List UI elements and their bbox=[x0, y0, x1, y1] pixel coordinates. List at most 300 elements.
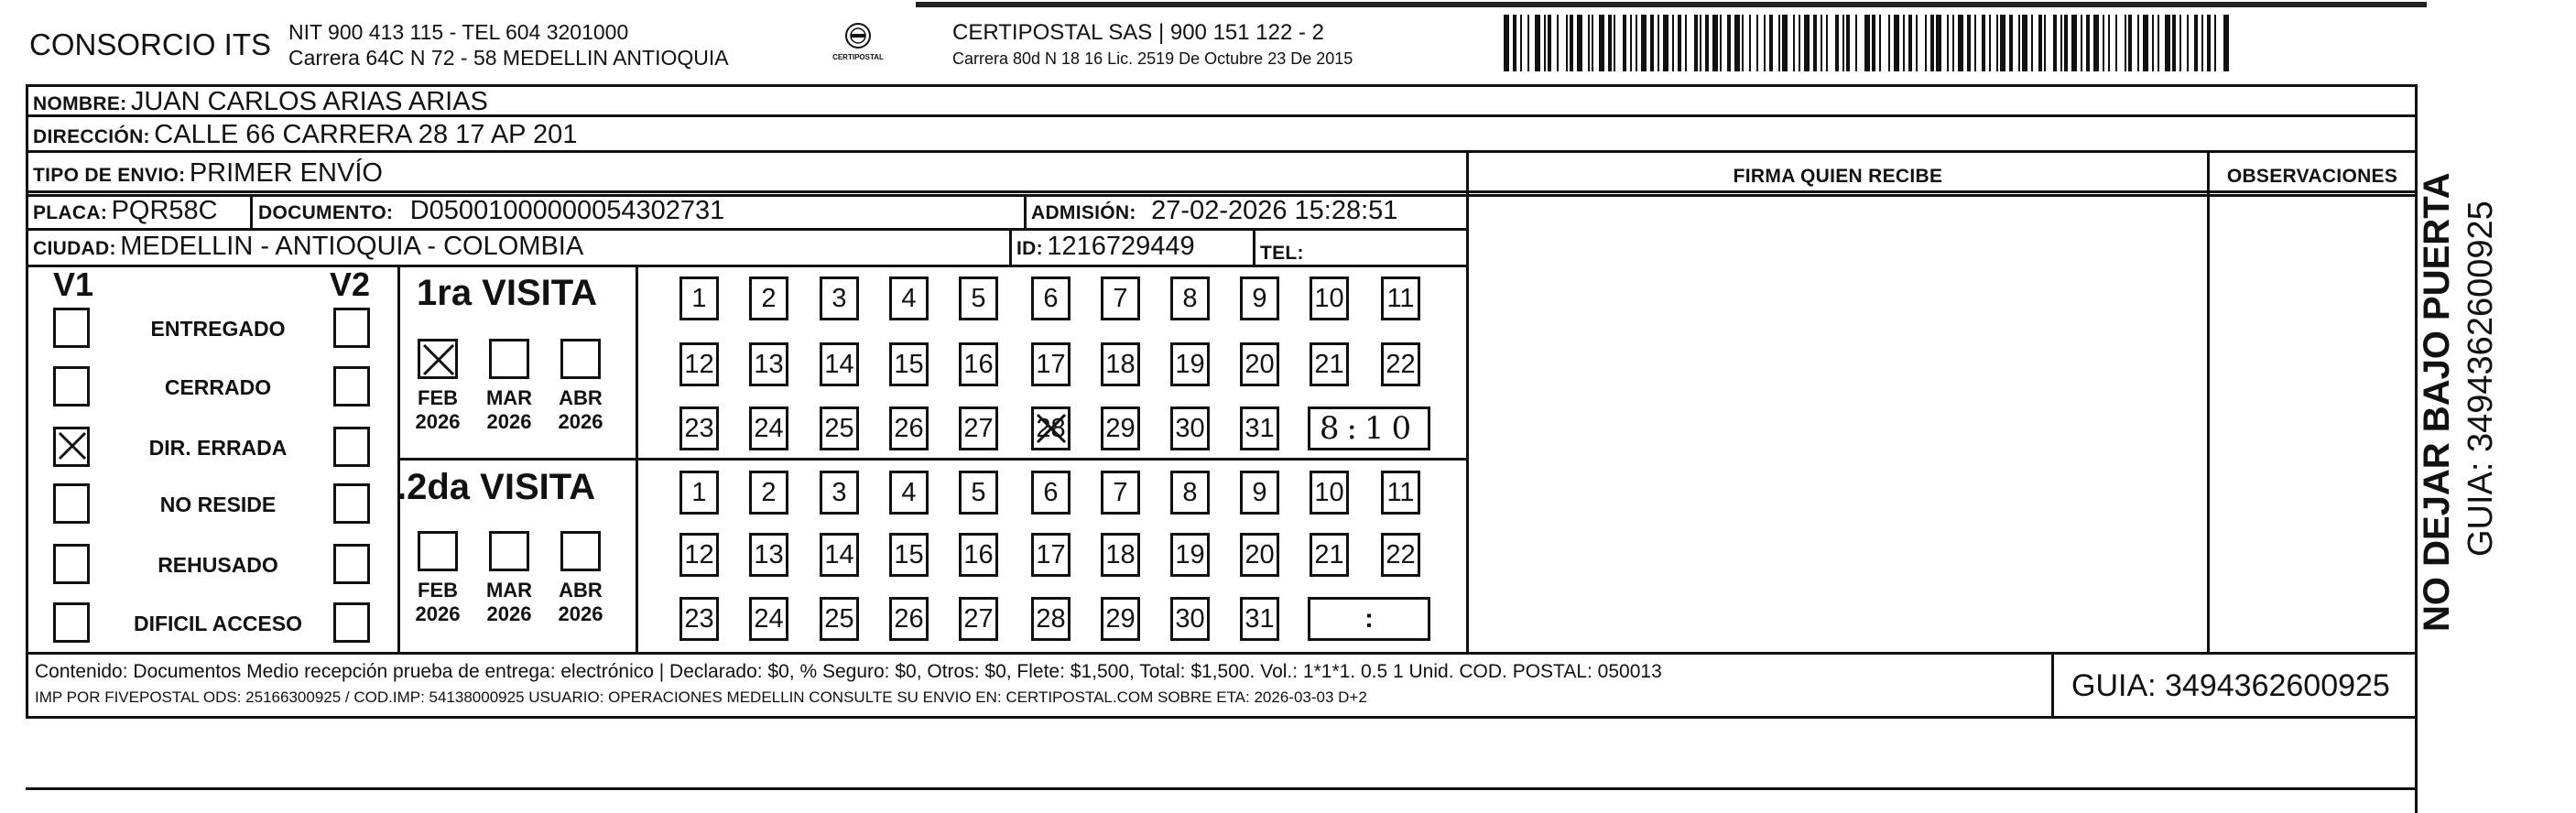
barcode-bar bbox=[1548, 15, 1551, 71]
day-box[interactable] bbox=[749, 533, 788, 577]
barcode-bar bbox=[1958, 15, 1963, 71]
day-number: 14 bbox=[824, 350, 854, 379]
barcode-bar bbox=[1894, 15, 1899, 71]
ciudad-value: MEDELLIN - ANTIOQUIA - COLOMBIA bbox=[120, 232, 584, 261]
barcode-bar bbox=[1705, 15, 1709, 71]
day-box[interactable] bbox=[1031, 471, 1071, 515]
day-number: 17 bbox=[1036, 540, 1066, 569]
documento-cell bbox=[258, 196, 724, 226]
day-box[interactable] bbox=[889, 342, 929, 386]
month-name: ABR bbox=[559, 579, 603, 602]
barcode-bar bbox=[1504, 15, 1509, 71]
day-box[interactable] bbox=[679, 471, 719, 515]
tipo-label: TIPO DE ENVIO: bbox=[33, 165, 186, 186]
v1-checkbox[interactable] bbox=[53, 308, 90, 348]
barcode-bar bbox=[2018, 15, 2020, 71]
day-number: 26 bbox=[894, 414, 924, 443]
day-box[interactable] bbox=[749, 471, 788, 515]
barcode-bar bbox=[1835, 15, 1839, 71]
day-box[interactable] bbox=[1240, 471, 1279, 515]
day-number: 31 bbox=[1245, 604, 1275, 634]
day-number: 16 bbox=[963, 540, 994, 569]
day-number: 13 bbox=[754, 540, 784, 569]
first-visit-title: 1ra VISITA bbox=[417, 273, 598, 313]
v1-header: V1 bbox=[53, 266, 94, 303]
month-year: 2026 bbox=[415, 602, 461, 625]
month-label bbox=[410, 579, 465, 626]
barcode-bar bbox=[1678, 15, 1681, 71]
day-box[interactable] bbox=[820, 342, 859, 386]
id-cell bbox=[1016, 232, 1195, 262]
day-box[interactable] bbox=[959, 471, 998, 515]
nombre-row bbox=[33, 87, 488, 117]
barcode-bar bbox=[2115, 15, 2117, 71]
barcode-bar bbox=[1916, 15, 1918, 71]
day-box[interactable] bbox=[1240, 406, 1279, 450]
firma-divider bbox=[1466, 150, 1469, 652]
v2-checkbox[interactable] bbox=[333, 427, 370, 467]
barcode-bar bbox=[2143, 15, 2148, 71]
barcode-bar bbox=[2201, 15, 2203, 71]
barcode-bar bbox=[1663, 15, 1668, 71]
month-checkbox[interactable] bbox=[418, 531, 458, 571]
barcode-bar bbox=[1888, 15, 1890, 71]
day-box[interactable] bbox=[1170, 597, 1210, 641]
day-number: 9 bbox=[1252, 284, 1267, 313]
barcode-bar bbox=[2060, 15, 2062, 71]
day-box[interactable] bbox=[679, 342, 719, 386]
day-box[interactable] bbox=[679, 597, 719, 641]
second-visit-time-box[interactable] bbox=[1308, 597, 1430, 641]
day-box[interactable] bbox=[1240, 342, 1279, 386]
barcode-bar bbox=[1989, 15, 1991, 71]
day-box[interactable] bbox=[1170, 406, 1210, 450]
nombre-value: JUAN CARLOS ARIAS ARIAS bbox=[130, 87, 488, 116]
x-mark-icon bbox=[422, 343, 455, 376]
day-box[interactable] bbox=[1310, 533, 1349, 577]
day-number: 3 bbox=[831, 478, 847, 507]
day-number: 22 bbox=[1386, 350, 1416, 379]
visit-time-value: 8:10 bbox=[1319, 410, 1419, 447]
day-number: 7 bbox=[1113, 478, 1128, 507]
day-number: 12 bbox=[684, 350, 714, 379]
barcode-bar bbox=[1623, 15, 1626, 71]
barcode-bar bbox=[1742, 15, 1744, 71]
contenido-text: Contenido: Documentos Medio recepción prueba de entrega: electrónico | Declarado: $0, % Seguro: $0, Otros: $0, Flete: $1,500, Total: $1,500. Vol.: 1*1*1. 0.5 1 Unid. COD. POSTAL: 050013 bbox=[35, 661, 1662, 682]
day-number: 12 bbox=[684, 540, 714, 569]
day-box[interactable] bbox=[889, 471, 929, 515]
day-number: 15 bbox=[894, 350, 924, 379]
barcode-bar bbox=[2108, 15, 2110, 71]
day-number: 5 bbox=[971, 478, 986, 507]
documento-value: D05001000000054302731 bbox=[409, 196, 725, 225]
day-box[interactable] bbox=[820, 276, 859, 320]
month-checkbox[interactable] bbox=[560, 339, 601, 379]
day-number: 25 bbox=[824, 604, 854, 634]
tipo-value: PRIMER ENVÍO bbox=[189, 158, 383, 188]
day-box[interactable] bbox=[1031, 533, 1071, 577]
barcode-bar bbox=[1982, 15, 1985, 71]
day-number: 20 bbox=[1245, 540, 1275, 569]
barcode-bar bbox=[1821, 15, 1822, 71]
barcode-bar bbox=[1996, 15, 1998, 71]
status-option-label: NO RESIDE bbox=[159, 493, 277, 516]
barcode-bar bbox=[1650, 15, 1654, 71]
day-box[interactable] bbox=[1381, 471, 1420, 515]
barcode-bar bbox=[1544, 15, 1546, 71]
barcode-bar bbox=[1879, 15, 1881, 71]
day-number: 19 bbox=[1175, 350, 1205, 379]
day-box[interactable] bbox=[959, 533, 998, 577]
day-box[interactable] bbox=[749, 342, 788, 386]
id-label: ID: bbox=[1016, 238, 1043, 259]
barcode-bar bbox=[1535, 15, 1540, 71]
v1-checkbox[interactable] bbox=[53, 427, 90, 467]
day-number: 10 bbox=[1314, 284, 1344, 313]
barcode-bar bbox=[2137, 15, 2139, 71]
barcode-bar bbox=[2179, 15, 2181, 71]
month-name: MAR bbox=[485, 386, 533, 409]
day-number: 23 bbox=[684, 604, 714, 634]
barcode-bar bbox=[1685, 15, 1687, 71]
barcode-bar bbox=[1614, 15, 1615, 71]
barcode-bar bbox=[1813, 15, 1817, 71]
ciudad-cell bbox=[33, 232, 583, 262]
day-box[interactable] bbox=[820, 471, 859, 515]
barcode-bar bbox=[1793, 15, 1795, 71]
day-box[interactable] bbox=[1381, 533, 1420, 577]
row-line-3 bbox=[26, 190, 2418, 193]
day-box[interactable] bbox=[889, 533, 929, 577]
day-number: 18 bbox=[1105, 350, 1136, 379]
day-number: 17 bbox=[1036, 350, 1066, 379]
day-number: 18 bbox=[1105, 540, 1136, 569]
day-box[interactable] bbox=[1381, 276, 1420, 320]
day-number: 11 bbox=[1386, 284, 1415, 313]
day-box[interactable] bbox=[679, 276, 719, 320]
day-box[interactable] bbox=[1031, 276, 1071, 320]
barcode-bar bbox=[1925, 15, 1927, 71]
barcode-bar bbox=[2158, 15, 2159, 71]
day-number: 27 bbox=[963, 414, 994, 443]
v2-checkbox[interactable] bbox=[333, 602, 370, 643]
barcode-bar bbox=[2086, 15, 2090, 71]
barcode-bar bbox=[2152, 15, 2154, 71]
month-name: FEB bbox=[418, 386, 458, 409]
placa-value: PQR58C bbox=[111, 196, 218, 225]
month-name: ABR bbox=[559, 386, 603, 409]
v2-checkbox[interactable] bbox=[333, 483, 370, 524]
barcode-bar bbox=[1608, 15, 1612, 71]
month-checkbox[interactable] bbox=[489, 339, 529, 379]
visit-time-value: : bbox=[1364, 604, 1374, 634]
month-year: 2026 bbox=[558, 602, 603, 625]
guia-box-text: GUIA: 3494362600925 bbox=[2071, 668, 2390, 703]
barcode-bar bbox=[2071, 15, 2077, 71]
barcode-bar bbox=[1764, 15, 1766, 71]
month-checkbox[interactable] bbox=[560, 531, 601, 571]
day-box[interactable] bbox=[749, 276, 788, 320]
day-number: 2 bbox=[761, 478, 777, 507]
day-box[interactable] bbox=[1170, 533, 1210, 577]
month-label bbox=[553, 386, 608, 434]
nombre-label: NOMBRE: bbox=[33, 93, 127, 114]
day-number: 31 bbox=[1245, 414, 1275, 443]
direccion-value: CALLE 66 CARRERA 28 17 AP 201 bbox=[154, 120, 578, 149]
carrier-address: Carrera 80d N 18 16 Lic. 2519 De Octubre 23 De 2015 bbox=[952, 49, 1353, 68]
barcode-bar bbox=[1872, 15, 1875, 71]
day-box[interactable] bbox=[1240, 533, 1279, 577]
certipostal-logo-icon bbox=[832, 20, 884, 66]
barcode-bar bbox=[1846, 15, 1850, 71]
barcode-bar bbox=[1903, 15, 1905, 71]
v2-checkbox[interactable] bbox=[333, 544, 370, 584]
barcode-bar bbox=[1694, 15, 1698, 71]
day-number: 23 bbox=[684, 414, 714, 443]
barcode-bar bbox=[2009, 15, 2013, 71]
placa-cell bbox=[33, 196, 218, 226]
month-name: FEB bbox=[418, 579, 458, 602]
day-number: 22 bbox=[1386, 540, 1416, 569]
month-label bbox=[410, 386, 465, 434]
company-nit: NIT 900 413 115 - TEL 604 3201000 bbox=[288, 20, 629, 44]
barcode-bar bbox=[1930, 15, 1934, 71]
barcode-bar bbox=[1756, 15, 1758, 71]
barcode-bar bbox=[1842, 15, 1844, 71]
day-number: 10 bbox=[1314, 478, 1344, 507]
v1-checkbox[interactable] bbox=[53, 366, 90, 406]
v1-checkbox[interactable] bbox=[53, 544, 90, 584]
placa-label: PLACA: bbox=[33, 202, 108, 223]
day-number: 28 bbox=[1036, 414, 1066, 443]
day-box[interactable] bbox=[889, 276, 929, 320]
day-box[interactable] bbox=[1310, 471, 1349, 515]
barcode-bar bbox=[1513, 15, 1516, 71]
month-label bbox=[482, 386, 537, 434]
day-number: 11 bbox=[1386, 478, 1415, 507]
status-option-label: DIR. ERRADA bbox=[148, 436, 288, 460]
day-number: 27 bbox=[963, 604, 994, 634]
month-label bbox=[553, 579, 608, 626]
day-number: 19 bbox=[1175, 540, 1205, 569]
barcode-bar bbox=[1570, 15, 1573, 71]
day-number: 14 bbox=[824, 540, 854, 569]
day-number: 2 bbox=[761, 284, 777, 313]
second-visit-title: .2da VISITA bbox=[397, 467, 596, 507]
day-box[interactable] bbox=[1101, 276, 1140, 320]
barcode-bar bbox=[1527, 15, 1529, 71]
day-box[interactable] bbox=[1310, 342, 1349, 386]
day-box[interactable] bbox=[889, 597, 929, 641]
tipo-row bbox=[33, 158, 383, 189]
x-mark-icon bbox=[1036, 413, 1067, 444]
day-box[interactable] bbox=[820, 406, 859, 450]
day-box[interactable] bbox=[1101, 406, 1140, 450]
day-number: 7 bbox=[1113, 284, 1128, 313]
company-name: CONSORCIO ITS bbox=[29, 27, 272, 61]
barcode-bar bbox=[2223, 15, 2229, 71]
day-number: 4 bbox=[901, 478, 917, 507]
day-number: 9 bbox=[1252, 478, 1267, 507]
status-option-label: ENTREGADO bbox=[150, 317, 286, 341]
day-number: 13 bbox=[754, 350, 784, 379]
tel-cell bbox=[1260, 236, 1304, 266]
barcode-bar bbox=[2165, 15, 2170, 71]
day-number: 8 bbox=[1182, 478, 1198, 507]
day-number: 1 bbox=[691, 284, 707, 313]
day-box[interactable] bbox=[1031, 597, 1071, 641]
barcode-bar bbox=[1769, 15, 1773, 71]
ciudad-label: CIUDAD: bbox=[33, 238, 116, 259]
day-box[interactable] bbox=[749, 406, 788, 450]
day-number: 24 bbox=[754, 604, 784, 634]
month-label bbox=[482, 579, 537, 626]
v2-checkbox[interactable] bbox=[333, 308, 370, 348]
barcode-bar bbox=[1592, 15, 1593, 71]
day-number: 21 bbox=[1314, 540, 1344, 569]
day-box[interactable] bbox=[959, 276, 998, 320]
company-address: Carrera 64C N 72 - 58 MEDELLIN ANTIOQUIA bbox=[288, 46, 729, 70]
day-box[interactable] bbox=[1310, 276, 1349, 320]
v2-header: V2 bbox=[330, 266, 371, 303]
day-box[interactable] bbox=[1031, 342, 1071, 386]
footer-top-line bbox=[26, 652, 2418, 655]
direccion-label: DIRECCIÓN: bbox=[33, 126, 150, 147]
day-box[interactable] bbox=[889, 406, 929, 450]
day-box[interactable] bbox=[959, 406, 998, 450]
barcode-bar bbox=[1588, 15, 1590, 71]
day-number: 5 bbox=[971, 284, 986, 313]
barcode-bar bbox=[2103, 15, 2104, 71]
side-guia: GUIA: 3494362600925 bbox=[2462, 201, 2500, 557]
day-number: 25 bbox=[824, 414, 854, 443]
day-number: 8 bbox=[1182, 284, 1198, 313]
x-mark-icon bbox=[58, 431, 87, 461]
day-box[interactable] bbox=[1240, 597, 1279, 641]
day-number: 29 bbox=[1105, 604, 1136, 634]
day-number: 26 bbox=[894, 604, 924, 634]
day-number: 20 bbox=[1245, 350, 1275, 379]
day-box[interactable] bbox=[1101, 471, 1140, 515]
month-year: 2026 bbox=[558, 410, 603, 433]
tel-divider bbox=[1253, 228, 1255, 266]
barcode-bar bbox=[1734, 15, 1740, 71]
carrier-line: CERTIPOSTAL SAS | 900 151 122 - 2 bbox=[952, 20, 1324, 45]
day-number: 1 bbox=[691, 478, 707, 507]
barcode-bar bbox=[2187, 15, 2189, 71]
barcode bbox=[1504, 15, 2233, 73]
day-box[interactable] bbox=[820, 597, 859, 641]
day-box[interactable] bbox=[959, 597, 998, 641]
top-edge-line bbox=[916, 2, 2427, 7]
day-box[interactable] bbox=[1101, 533, 1140, 577]
tel-label: TEL: bbox=[1260, 243, 1304, 264]
barcode-bar bbox=[2022, 15, 2027, 71]
barcode-bar bbox=[1641, 15, 1647, 71]
day-box[interactable] bbox=[749, 597, 788, 641]
side-warning: NO DEJAR BAJO PUERTA bbox=[2417, 172, 2457, 632]
barcode-bar bbox=[2172, 15, 2176, 71]
logo-text: CERTIPOSTAL bbox=[832, 53, 884, 61]
barcode-bar bbox=[2125, 15, 2126, 71]
barcode-bar bbox=[2044, 15, 2046, 71]
barcode-bar bbox=[1636, 15, 1637, 71]
day-box[interactable] bbox=[959, 342, 998, 386]
barcode-bar bbox=[1577, 15, 1582, 71]
barcode-bar bbox=[1974, 15, 1976, 71]
day-number: 4 bbox=[901, 284, 917, 313]
barcode-bar bbox=[1804, 15, 1810, 71]
barcode-bar bbox=[2207, 15, 2211, 71]
barcode-bar bbox=[2194, 15, 2198, 71]
barcode-bar bbox=[1520, 15, 1522, 71]
barcode-bar bbox=[1782, 15, 1788, 71]
day-box[interactable] bbox=[820, 533, 859, 577]
day-number: 24 bbox=[754, 414, 784, 443]
status-option-label: DIFICIL ACCESO bbox=[133, 612, 302, 635]
barcode-bar bbox=[1749, 15, 1751, 71]
barcode-bar bbox=[1720, 15, 1722, 71]
bottom-edge-line bbox=[26, 787, 2418, 790]
day-number: 15 bbox=[894, 540, 924, 569]
placa-divider bbox=[250, 194, 253, 230]
day-box[interactable] bbox=[679, 533, 719, 577]
barcode-bar bbox=[1967, 15, 1971, 71]
observaciones-header: OBSERVACIONES bbox=[2226, 166, 2398, 187]
day-number: 6 bbox=[1043, 478, 1059, 507]
barcode-bar bbox=[2064, 15, 2068, 71]
barcode-bar bbox=[1630, 15, 1632, 71]
barcode-bar bbox=[1599, 15, 1604, 71]
day-box[interactable] bbox=[1170, 276, 1210, 320]
v1-checkbox[interactable] bbox=[53, 483, 90, 524]
day-box[interactable] bbox=[1101, 342, 1140, 386]
obs-divider bbox=[2207, 150, 2210, 652]
imp-text: IMP POR FIVEPOSTAL ODS: 25166300925 / COD.IMP: 54138000925 USUARIO: OPERACIONES MEDELLIN CONSULTE SU ENVIO EN: CERTIPOSTAL.COM SOBRE ETA: 2026-03-03 D+2 bbox=[35, 688, 1367, 706]
day-number: 21 bbox=[1314, 350, 1344, 379]
firma-header: FIRMA QUIEN RECIBE bbox=[1733, 166, 1943, 187]
v1-checkbox[interactable] bbox=[53, 602, 90, 643]
month-year: 2026 bbox=[415, 410, 461, 433]
barcode-bar bbox=[1864, 15, 1870, 71]
day-number: 6 bbox=[1043, 284, 1059, 313]
day-box[interactable] bbox=[1170, 342, 1210, 386]
barcode-bar bbox=[2214, 15, 2216, 71]
day-number: 29 bbox=[1105, 414, 1136, 443]
barcode-bar bbox=[1826, 15, 1828, 71]
day-box[interactable] bbox=[1240, 276, 1279, 320]
month-checkbox[interactable] bbox=[489, 531, 529, 571]
day-box[interactable] bbox=[679, 406, 719, 450]
barcode-bar bbox=[1799, 15, 1800, 71]
day-box[interactable] bbox=[1101, 597, 1140, 641]
id-value: 1216729449 bbox=[1047, 232, 1195, 261]
day-box[interactable] bbox=[1031, 406, 1071, 450]
barcode-bar bbox=[1566, 15, 1568, 71]
month-year: 2026 bbox=[486, 602, 532, 625]
barcode-bar bbox=[1727, 15, 1731, 71]
day-box[interactable] bbox=[1170, 471, 1210, 515]
barcode-bar bbox=[2031, 15, 2033, 71]
day-number: 28 bbox=[1036, 604, 1066, 634]
status-option-label: CERRADO bbox=[164, 375, 272, 399]
month-checkbox[interactable] bbox=[418, 339, 458, 379]
admision-divider bbox=[1024, 194, 1027, 230]
v2-checkbox[interactable] bbox=[333, 366, 370, 406]
first-visit-time-box[interactable] bbox=[1308, 406, 1430, 450]
barcode-bar bbox=[1557, 15, 1559, 71]
day-box[interactable] bbox=[1381, 342, 1420, 386]
